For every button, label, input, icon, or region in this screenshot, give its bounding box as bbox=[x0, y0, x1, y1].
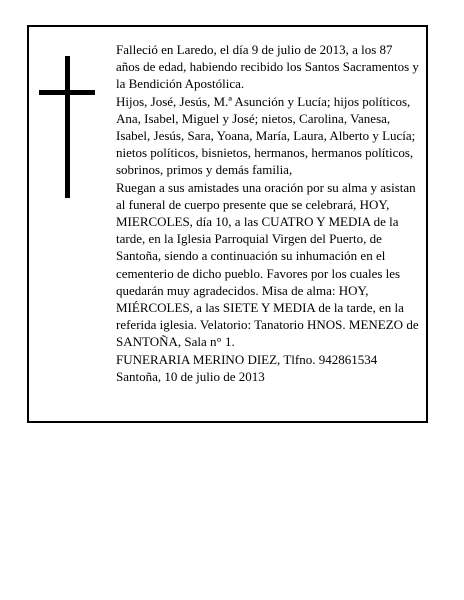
funeral-home: FUNERARIA MERINO DIEZ, Tlfno. 942861534 bbox=[116, 351, 378, 367]
obituary-notice bbox=[27, 25, 428, 423]
cross-horizontal-bar bbox=[39, 90, 95, 95]
family-list: Hijos, José, Jesús, M.ª Asunción y Lucía; hijos políticos, Ana, Isabel, Miguel y José; nietos, Carolina, Vanesa, Isabel, Jesús, Sara, Yoana, María, Laura, Alberto y Lucía; nietos políticos, bisnietos, hermanos, hermanos políticos, sobrinos, primos y demás familia, bbox=[116, 93, 416, 178]
place-and-date: Santoña, 10 de julio de 2013 bbox=[116, 368, 265, 384]
cross-vertical-bar bbox=[65, 56, 70, 198]
cross-icon bbox=[39, 56, 95, 198]
obituary-text bbox=[116, 41, 419, 385]
death-announcement: Falleció en Laredo, el día 9 de julio de 2013, a los 87 años de edad, habiendo recibido los Santos Sacramentos y la Bendición Apostólica. bbox=[116, 42, 419, 92]
funeral-details: Ruegan a sus amistades una oración por su alma y asistan al funeral de cuerpo presente que se celebrará, HOY, MIERCOLES, día 10, a las CUATRO Y MEDIA de la tarde, en la Iglesia Parroquial Virgen del Puerto, de Santoña, siendo a continuación su inhumación en el cementerio de dicho pueblo. Favores por los cuales les quedarán muy agradecidos. Misa de alma: HOY, MIÉRCOLES, a las SIETE Y MEDIA de la tarde, en la referida iglesia. Velatorio: Tanatorio HNOS. MENEZO de SANTOÑA, Sala n° 1. bbox=[116, 179, 419, 350]
